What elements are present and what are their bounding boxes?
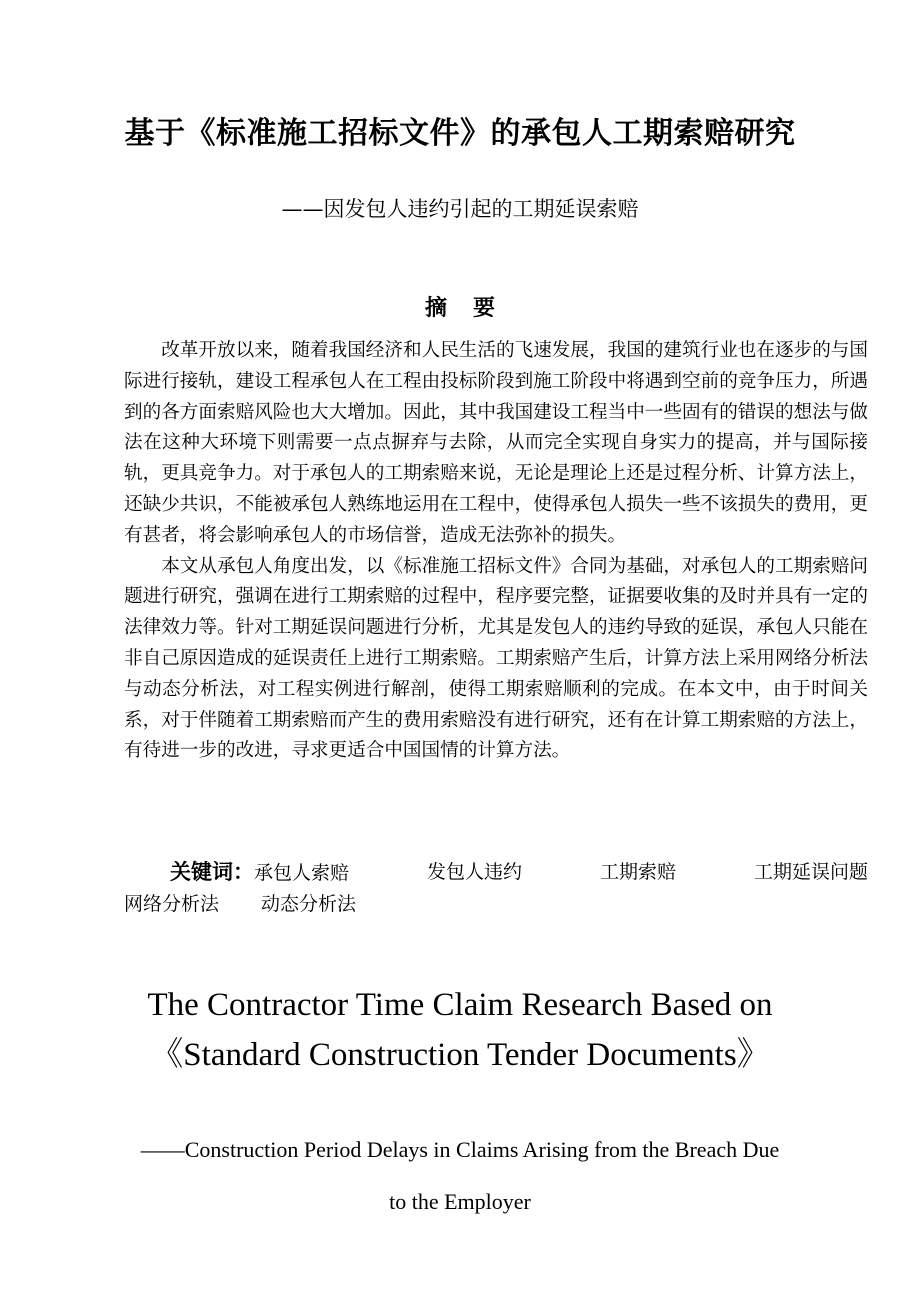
keyword: 发包人违约 (426, 861, 522, 883)
english-subtitle-line-1: ——Construction Period Delays in Claims Arising from the Breach Due (140, 1137, 780, 1162)
keywords-line-2 (124, 889, 868, 920)
abstract-paragraph: 改革开放以来，随着我国经济和人民生活的飞速发展，我国的建筑行业也在逐步的与国际进行接轨，建设工程承包人在工程由投标阶段到施工阶段中将遇到空前的竞争压力，所遇到的各方面索赔风险也大大增加。因此，其中我国建设工程当中一些固有的错误的想法与做法在这种大环境下则需要一点点摒弃与去除，从而完全实现自身实力的提高，并与国际接轨，更具竞争力。对于承包人的工期索赔来说，无论是理论上还是过程分析、计算方法上，还缺少共识，不能被承包人熟练地运用在工程中，使得承包人损失一些不该损失的费用，更有甚者，将会影响承包人的市场信誉，造成无法弥补的损失。 (124, 340, 868, 546)
keyword: 网络分析法 (124, 893, 220, 915)
abstract-body (124, 336, 868, 767)
abstract-paragraph: 本文从承包人角度出发，以《标准施工招标文件》合同为基础，对承包人的工期索赔问题进行研究，强调在进行工期索赔的过程中，程序要完整，证据要收集的及时并具有一定的法律效力等。针对工期延误问题进行分析，尤其是发包人的违约导致的延误，承包人只能在非自己原因造成的延误责任上进行工期索赔。工期索赔产生后，计算方法上采用网络分析法与动态分析法，对工程实例进行解剖，使得工期索赔顺利的完成。在本文中，由于时间关系，对于伴随着工期索赔而产生的费用索赔没有进行研究，还有在计算工期索赔的方法上，有待进一步的改进，寻求更适合中国国情的计算方法。 (124, 555, 868, 762)
chinese-title: 基于《标准施工招标文件》的承包人工期索赔研究 (124, 116, 796, 151)
english-title-line-2: 《Standard Construction Tender Documents》 (150, 1037, 770, 1073)
english-title (0, 980, 920, 1080)
chinese-subtitle: ——因发包人违约引起的工期延误索赔 (281, 197, 639, 221)
keywords-block (124, 857, 868, 920)
english-subtitle (0, 1124, 920, 1228)
keywords-label: 关键词： (170, 860, 254, 884)
keyword: 动态分析法 (261, 893, 357, 915)
abstract-heading: 摘要 (424, 296, 521, 321)
english-subtitle-line-2: to the Employer (389, 1189, 531, 1214)
keyword: 承包人索赔 (254, 862, 350, 884)
keyword: 工期索赔 (599, 861, 676, 883)
keyword: 工期延误问题 (753, 861, 868, 883)
keywords-line-1 (124, 857, 868, 889)
english-title-line-1: The Contractor Time Claim Research Based on (147, 987, 773, 1023)
